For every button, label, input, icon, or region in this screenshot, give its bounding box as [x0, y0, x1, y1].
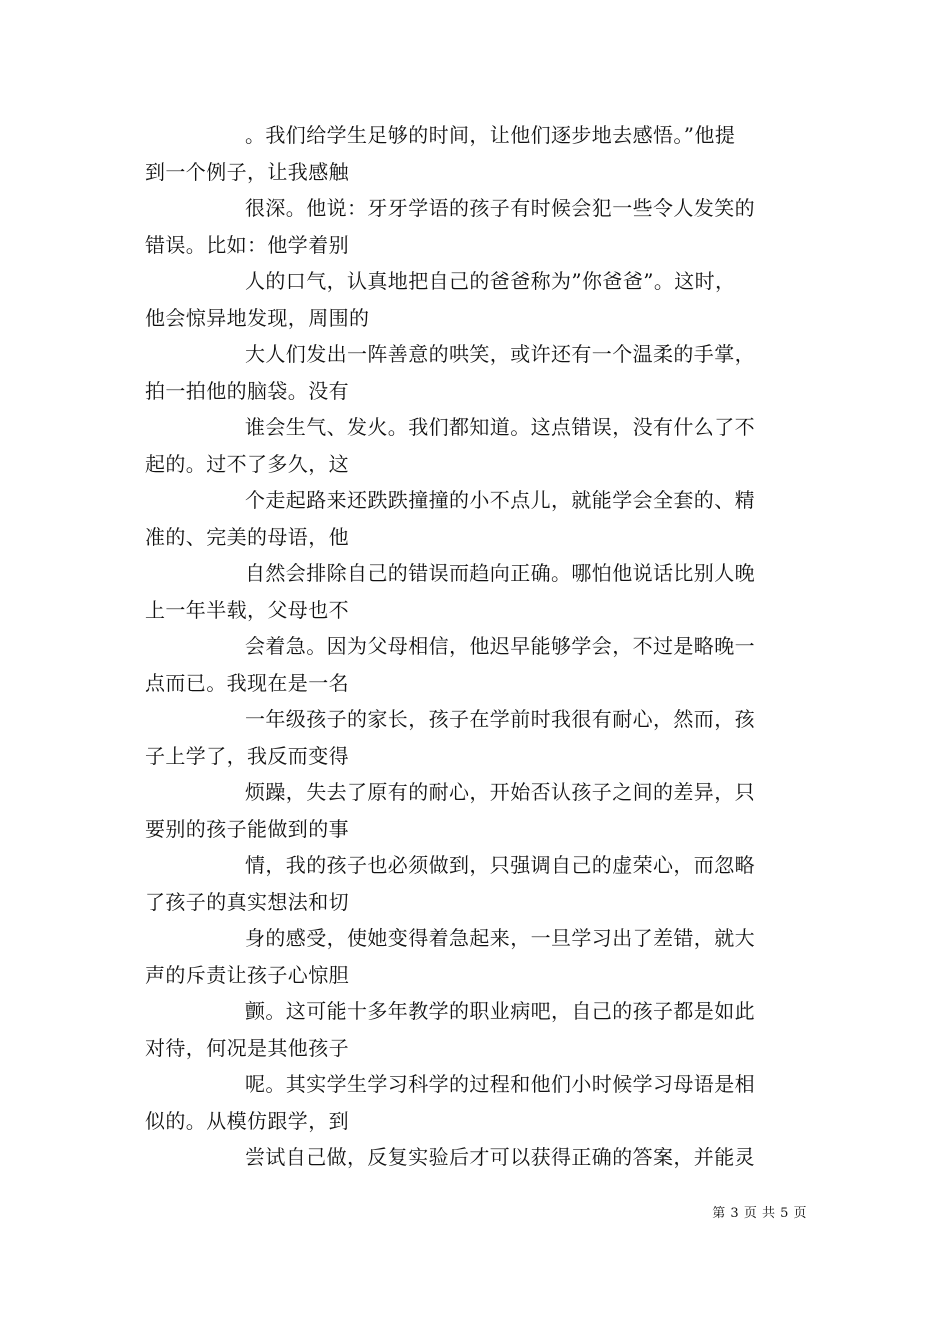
paragraph-1: [145, 117, 807, 190]
paragraph-line: 呢。其实学生学习科学的过程和他们小时候学习母语是相: [245, 1072, 755, 1096]
paragraph-6: [145, 482, 807, 555]
paragraph-2: [145, 190, 807, 263]
paragraph-3: [145, 263, 807, 336]
paragraph-line: 错误。比如：他学着别: [145, 232, 349, 257]
page-number-footer: 第 3 页 共 5 页: [712, 1206, 807, 1221]
paragraph-line: 对待，何况是其他孩子: [145, 1035, 349, 1060]
paragraph-line: 似的。从模仿跟学，到: [145, 1108, 349, 1133]
paragraph-line: 人的口气，认真地把自己的爸爸称为”你爸爸”。这时，: [245, 269, 736, 293]
paragraph-8: [145, 628, 807, 701]
paragraph-14: [145, 1066, 807, 1139]
paragraph-line: 准的、完美的母语，他: [145, 524, 349, 549]
paragraph-5: [145, 409, 807, 482]
paragraph-line: 尝试自己做，反复实验后才可以获得正确的答案，并能灵: [245, 1145, 755, 1169]
paragraph-line: 子上学了，我反而变得: [145, 743, 349, 768]
paragraph-line: 自然会排除自己的错误而趋向正确。哪怕他说话比别人晚: [245, 561, 755, 585]
paragraph-line: 谁会生气、发火。我们都知道。这点错误，没有什么了不: [245, 415, 755, 439]
paragraph-line: 很深。他说：牙牙学语的孩子有时候会犯一些令人发笑的: [245, 196, 755, 220]
paragraph-line: 上一年半载，父母也不: [145, 597, 349, 622]
paragraph-13: [145, 993, 807, 1066]
paragraph-15: [145, 1139, 807, 1176]
paragraph-line: 要别的孩子能做到的事: [145, 816, 349, 841]
paragraph-11: [145, 847, 807, 920]
paragraph-line: 拍一拍他的脑袋。没有: [145, 378, 349, 403]
paragraph-line: 声的斥责让孩子心惊胆: [145, 962, 349, 987]
paragraph-line: 烦躁，失去了原有的耐心，开始否认孩子之间的差异，只: [245, 780, 755, 804]
paragraph-line: 一年级孩子的家长，孩子在学前时我很有耐心，然而，孩: [245, 707, 755, 731]
paragraph-line: 点而已。我现在是一名: [145, 670, 349, 695]
paragraph-line: 到一个例子，让我感触: [145, 159, 349, 184]
paragraph-line: 个走起路来还跌跌撞撞的小不点儿，就能学会全套的、精: [245, 488, 755, 512]
paragraph-line: 大人们发出一阵善意的哄笑，或许还有一个温柔的手掌，: [245, 342, 755, 366]
paragraph-line: 起的。过不了多久，这: [145, 451, 349, 476]
paragraph-9: [145, 701, 807, 774]
paragraph-line: 会着急。因为父母相信，他迟早能够学会，不过是略晚一: [245, 634, 755, 658]
paragraph-7: [145, 555, 807, 628]
paragraph-line: 颤。这可能十多年教学的职业病吧，自己的孩子都是如此: [245, 999, 755, 1023]
body-text: [145, 117, 807, 1176]
paragraph-12: [145, 920, 807, 993]
paragraph-10: [145, 774, 807, 847]
paragraph-line: 他会惊异地发现，周围的: [145, 305, 370, 330]
paragraph-line: 了孩子的真实想法和切: [145, 889, 349, 914]
paragraph-line: 身的感受，使她变得着急起来，一旦学习出了差错，就大: [245, 926, 755, 950]
paragraph-line: 情，我的孩子也必须做到，只强调自己的虚荣心，而忽略: [245, 853, 755, 877]
paragraph-line: 。我们给学生足够的时间，让他们逐步地去感悟。”他提: [245, 123, 736, 147]
paragraph-4: [145, 336, 807, 409]
